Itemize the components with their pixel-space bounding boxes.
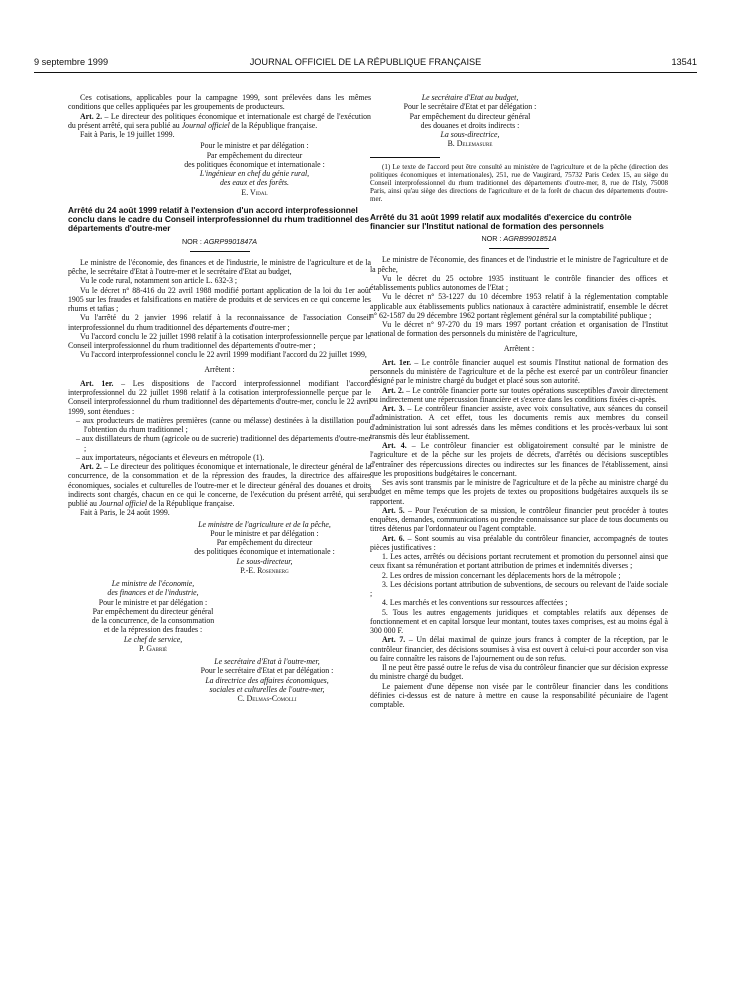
header-journal-title: JOURNAL OFFICIEL DE LA RÉPUBLIQUE FRANÇAISE (249, 57, 482, 67)
signatory-name: P. Gabrié (138, 643, 168, 653)
signature-line: des politiques économique et internationale : (194, 547, 335, 557)
signature-line: des politiques économique et internationale : (184, 159, 325, 169)
article-paragraph (370, 404, 668, 441)
article-text: – Le contrôleur financier assiste, avec voix consultative, aux séances du conseil d'administration. A cet effet, tous les documents remis aux membres du conseil d'administration lui sont adressés dans les mêmes conditions et les procès-verbaux lui sont transmis dès leur établissement. (370, 404, 668, 441)
page-header (34, 57, 697, 71)
visa-paragraph: Vu le décret n° 53-1227 du 10 décembre 1953 relatif à la réglementation comptable applicable aux établissements publics nationaux à caractère administratif, ensemble le décret n° 62-1587 du 29 décembre 1962 portant règlement général sur la comptabilité publique ; (370, 292, 668, 320)
left-column (68, 93, 371, 703)
list-item: 3. Les décisions portant attribution de subventions, de secours ou relevant de l'aide sociale ; (370, 579, 668, 599)
article-text: de la République française. (229, 120, 318, 130)
signature-line: Pour le ministre et par délégation : (210, 528, 319, 538)
article-text: – Le directeur des politiques économique et internationale, le directeur général de la concurrence, de la consommation et de la répression des fraudes, la directrice des affaires économiques, sociales et culturelles de l'outre-mer et le directeur général des douanes et droits indirects sont chargés, chacun en ce qui le concerne, de l'exécution du présent arrêté, qui sera publié au (68, 462, 371, 509)
article-label: Art. 2. (80, 462, 102, 472)
signature-block-1 (138, 141, 371, 197)
right-column (370, 93, 668, 709)
article-2-paragraph (68, 112, 371, 131)
list-item: 4. Les marchés et les conventions sur ressources affectées ; (382, 598, 568, 608)
signature-line: Par empêchement du directeur général (409, 111, 531, 121)
journal-officiel-ref: Journal officiel (98, 499, 148, 509)
signature-line: Par empêchement du directeur (216, 538, 313, 548)
article-paragraph: Il ne peut être passé outre le refus de visa du contrôleur financier que sur décision expresse du ministre chargé du budget. (370, 663, 668, 682)
signatory-name: P.-E. Rosenberg (240, 565, 289, 575)
nor-label: NOR : (181, 236, 204, 246)
signature-block-3 (68, 579, 238, 653)
signature-block-4 (163, 657, 371, 703)
article-paragraph (370, 635, 668, 663)
article-text: – Les dispositions de l'accord interprofessionnel modifiant l'accord interprofessionnel du 22 juillet 1998 relatif à la cotisation interprofessionnelle perçue par le Conseil interprofessionnel du rhum traditionnel des départements d'outre-mer, conclu le 22 avril 1999, sont étendues : (68, 378, 371, 416)
nor-value: AGRP9901847A (203, 236, 258, 246)
article-label: Art. 1er. (80, 378, 114, 388)
article-paragraph (370, 506, 668, 534)
signature-title: sociales et culturelles de l'outre-mer, (209, 684, 325, 694)
list-item: 1. Les actes, arrêtés ou décisions portant recrutement et promotion du personnel ainsi que ceux fixant sa rémunération et portant attribution de primes et indemnités diverses ; (370, 552, 668, 571)
nor-value: AGRB9901851A (503, 234, 557, 244)
nor-reference (68, 237, 371, 246)
nor-reference (370, 234, 668, 243)
signature-line: de la concurrence, de la consommation (91, 616, 215, 626)
article-paragraph (370, 441, 668, 478)
signature-line: des douanes et droits indirects : (420, 120, 520, 130)
list-item: – aux distillateurs de rhum (agricole ou de sucrerie) traditionnel des départements d'outre-mer ; (76, 434, 371, 453)
article-text: – Pour l'exécution de sa mission, le contrôleur financier peut procéder à toutes enquêtes, demandes, communications ou prendre connaissance sur place de tous documents ou titres détenus par l'ordonnateur ou l'agent comptable. (370, 505, 668, 534)
signature-title: Le secrétaire d'Etat au budget, (421, 93, 519, 102)
signature-line: Par empêchement du directeur (206, 150, 303, 160)
header-rule (34, 72, 697, 73)
signature-title: L'ingénieur en chef du génie rural, (199, 169, 310, 178)
fait-a-paris: Fait à Paris, le 24 août 1999. (80, 508, 170, 518)
header-date: 9 septembre 1999 (34, 57, 109, 67)
signature-line: et de la répression des fraudes : (103, 625, 203, 635)
journal-officiel-ref: Journal officiel (181, 120, 230, 130)
list-item: 5. Tous les autres engagements juridiques et comptables relatifs aux dépenses de fonctionnement et en capital lorsque leur montant, toutes taxes comprises, est au moins égal à 300 000 F. (370, 607, 668, 636)
signature-line: Pour le secrétaire d'Etat et par délégation : (403, 102, 537, 112)
signature-title: Le chef de service, (123, 634, 183, 644)
signatory-name: C. Delmas-Comolli (237, 694, 297, 704)
article-text: – Le contrôleur financier est obligatoirement consulté par le ministre de l'agriculture et de la pêche sur les projets de décrets, d'arrêtés ou décisions susceptibles d'entraîner des répercussions directes ou indirectes sur les finances de l'établissement, ainsi que les propositions budgétaires le concernant. (370, 441, 668, 478)
extension-list (68, 416, 371, 462)
decree-title: Arrêté du 31 août 1999 relatif aux modalités d'exercice du contrôle financier sur l'Institut national de formation des personnels (370, 211, 632, 231)
article-text: – Un délai maximal de quinze jours francs à compter de la réception, par le contrôleur financier, des décisions soumises à visa est ouvert à celui-ci pour accorder son visa ou faire connaître les raisons de l'ajournement ou de son refus. (370, 635, 668, 663)
signatory-name: B. Delemasure (447, 139, 493, 149)
signature-block-5 (370, 93, 570, 149)
signature-title: des eaux et des forêts. (219, 178, 290, 188)
arretent-heading: Arrêtent : (204, 364, 235, 374)
list-item: 2. Les ordres de mission concernant les déplacements hors de la métropole ; (382, 570, 621, 580)
article-paragraph (370, 358, 668, 386)
visa-paragraph: Vu l'arrêté du 2 janvier 1996 relatif à la reconnaissance de l'association Conseil interprofessionnel du rhum traditionnel des départements d'outre-mer ; (68, 313, 371, 332)
fait-a-paris: Fait à Paris, le 19 juillet 1999. (80, 130, 175, 139)
article-paragraph (370, 386, 668, 405)
signature-title: Le secrétaire d'Etat à l'outre-mer, (214, 657, 320, 667)
article-text: – Le contrôle financier auquel est soumis l'Institut national de formation des personnels du ministère de l'agriculture et de la pêche est exercé par un contrôleur financier désigné par le ministre chargé du budget et placé sous son autorité. (370, 357, 668, 386)
separator-rule (190, 251, 250, 252)
decree-title: Arrêté du 24 août 1999 relatif à l'extension d'un accord interprofessionnel conclu dans le cadre du Conseil interprofessionnel du rhum traditionnel des départements d'outre-mer (68, 204, 370, 234)
visa-paragraph: Le ministre de l'économie, des finances et de l'industrie, le ministre de l'agriculture et de la pêche, le secrétaire d'Etat à l'outre-mer et le secrétaire d'Etat au budget, (68, 257, 371, 277)
visa-paragraph: Le ministre de l'économie, des finances et de l'industrie et le ministre de l'agriculture et de la pêche, (370, 255, 668, 274)
article-1-paragraph (68, 379, 371, 416)
article-label: Art. 1er. (382, 357, 412, 367)
article-label: Art. 2. (80, 111, 103, 121)
signature-title: La directrice des affaires économiques, (205, 675, 329, 685)
list-item: – aux producteurs de matières premières (canne ou mélasse) destinées à la distillation pour l'obtention du rhum traditionnel ; (76, 415, 371, 435)
header-page-number: 13541 (671, 57, 697, 67)
footnote: (1) Le texte de l'accord peut être consulté au ministère de l'agriculture et de la pêche (direction des politiques économiques et internationales), 251, rue de Vaugirard, 75732 Paris Cedex 15, au siège du Conseil interprofessionnel du rhum traditionnel des départements d'outre-mer, 8, rue de l'Isly, 75008 Paris, ainsi qu'au siège des directions de l'agriculture et de la forêt de chacun des départements d'outre-mer. (370, 162, 668, 204)
article-text: – Le contrôle financier porte sur toutes opérations susceptibles d'avoir directement ou indirectement une répercussion financière et s'exerce dans les conditions fixées ci-après. (370, 385, 668, 404)
visa-paragraph: Vu le décret n° 97-270 du 19 mars 1997 portant création et organisation de l'Institut national de formation des personnels du ministère de l'agriculture, (370, 320, 668, 339)
visa-paragraph: Vu l'accord interprofessionnel conclu le 22 avril 1999 modifiant l'accord du 22 juillet 1999, (80, 350, 367, 360)
signature-title: Le ministre de l'agriculture et de la pêche, (198, 519, 331, 529)
signature-line: Pour le ministre et par délégation : (200, 141, 309, 151)
article-paragraph (370, 534, 668, 553)
arretent-heading: Arrêtent : (503, 343, 535, 353)
article-label: Art. 7. (382, 635, 406, 645)
article-text: – Sont soumis au visa préalable du contrôleur financier, accompagnés de toutes pièces justificatives : (370, 533, 668, 552)
article-label: Art. 2. (382, 385, 404, 395)
article-text: – Le directeur des politiques économique et internationale est chargé de l'exécution du présent arrêté, qui sera publié au (68, 111, 371, 130)
article-text: de la République française. (147, 499, 235, 509)
signature-line: Par empêchement du directeur général (92, 606, 214, 616)
signature-line: Pour le ministre et par délégation : (98, 597, 208, 607)
signature-title: Le ministre de l'économie, (111, 579, 195, 589)
article-label: Art. 6. (382, 533, 405, 543)
footnote-rule (370, 157, 440, 158)
signature-title: Le sous-directeur, (236, 556, 293, 566)
signature-title: des finances et de l'industrie, (107, 588, 199, 598)
signature-title: La sous-directrice, (440, 130, 500, 139)
article-label: Art. 4. (382, 441, 407, 451)
signature-line: Pour le secrétaire d'Etat et par délégation : (200, 666, 334, 676)
nor-label: NOR : (481, 234, 504, 244)
article-label: Art. 3. (382, 404, 405, 414)
article-2-paragraph (68, 462, 371, 508)
visa-paragraph: Vu le décret du 25 octobre 1935 instituant le contrôle financier des offices et établissements publics autonomes de l'Etat ; (370, 273, 668, 293)
visa-paragraph: Vu le code rural, notamment son article L. 632-3 ; (80, 276, 238, 286)
article-label: Art. 5. (382, 505, 405, 515)
list-item: – aux importateurs, négociants et éleveurs en métropole (1). (76, 452, 265, 462)
article-paragraph: Ses avis sont transmis par le ministre de l'agriculture et de la pêche au ministre chargé du budget en même temps que les projets de textes ou propositions budgétaires auxquels ils se rapportent. (370, 478, 668, 506)
visa-paragraph: Vu l'accord conclu le 22 juillet 1998 relatif à la cotisation interprofessionnelle perçue par le Conseil interprofessionnel du rhum traditionnel des départements d'outre-mer ; (68, 331, 371, 351)
visa-paragraph: Vu le décret n° 88-416 du 22 avril 1988 modifié portant application de la loi du 1er août 1905 sur les fraudes et falsifications en matière de produits et de services en ce qui concerne les rhums et tafias ; (68, 285, 371, 314)
intro-paragraph: Ces cotisations, applicables pour la campagne 1999, sont prélevées dans les mêmes conditions que celles appliquées par les groupements de producteurs. (68, 93, 371, 112)
signature-block-2 (158, 520, 371, 576)
article-paragraph: Le paiement d'une dépense non visée par le contrôleur financier dans les conditions définies ci-dessus est de nature à mettre en cause la responsabilité pécuniaire de l'agent comptable. (370, 681, 668, 710)
separator-rule (489, 248, 549, 249)
signatory-name: E. Vidal (241, 187, 268, 197)
